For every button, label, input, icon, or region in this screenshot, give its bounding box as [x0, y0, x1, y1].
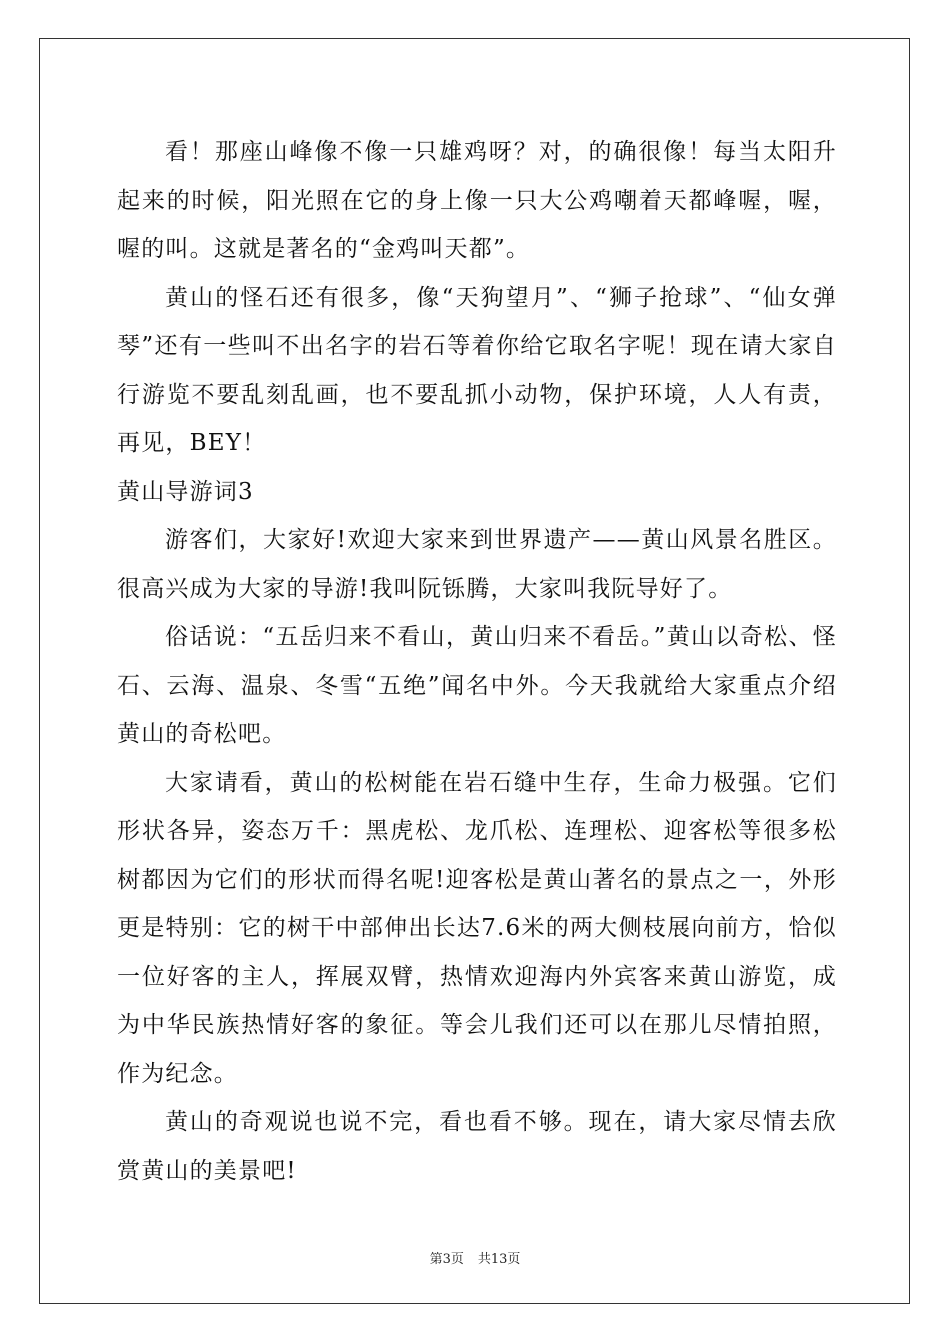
page-number: 第3页 — [429, 1252, 464, 1267]
paragraph: 大家请看，黄山的松树能在岩石缝中生存，生命力极强。它们形状各异，姿态万千：黑虎松、龙爪松、连理松、迎客松等很多松树都因为它们的形状而得名呢!迎客松是黄山著名的景点之一，外形更是特别：它的树干中部伸出长达7.6米的两大侧枝展向前方，恰似一位好客的主人，挥展双臂，热情欢迎海内外宾客来黄山游览，成为中华民族热情好客的象征。等会儿我们还可以在那儿尽情拍照，作为纪念。 — [117, 769, 837, 1087]
page-footer — [0, 1248, 950, 1267]
page-total: 共13页 — [477, 1252, 521, 1267]
document-body — [117, 128, 837, 1195]
paragraph: 黄山的奇观说也说不完，看也看不够。现在，请大家尽情去欣赏黄山的美景吧! — [117, 1109, 837, 1184]
paragraph: 看！那座山峰像不像一只雄鸡呀？对，的确很像！每当太阳升起来的时候，阳光照在它的身上像一只大公鸡嘲着天都峰喔，喔，喔的叫。这就是著名的“金鸡叫天都”。 — [117, 139, 837, 262]
section-heading: 黄山导游词3 — [117, 478, 254, 505]
paragraph: 游客们，大家好!欢迎大家来到世界遗产——黄山风景名胜区。很高兴成为大家的导游!我叫阮铄腾，大家叫我阮导好了。 — [117, 527, 837, 602]
paragraph: 黄山的怪石还有很多，像“天狗望月”、“狮子抢球”、“仙女弹琴”还有一些叫不出名字的岩石等着你给它取名字呢！现在请大家自行游览不要乱刻乱画，也不要乱抓小动物，保护环境，人人有责，再见，BEY！ — [117, 284, 837, 456]
paragraph: 俗话说：“五岳归来不看山，黄山归来不看岳。”黄山以奇松、怪石、云海、温泉、冬雪“五绝”闻名中外。今天我就给大家重点介绍黄山的奇松吧。 — [117, 624, 837, 747]
